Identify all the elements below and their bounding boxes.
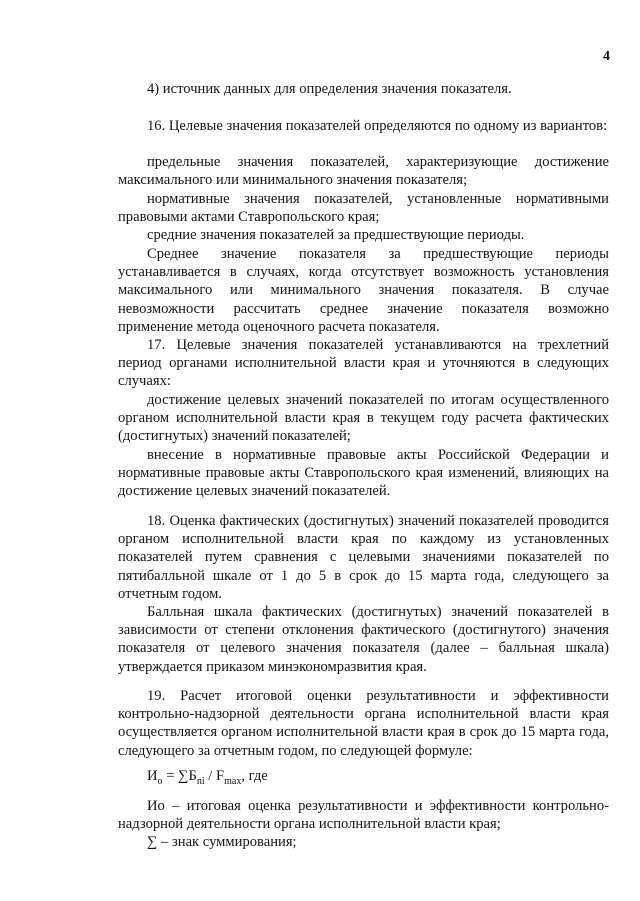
formula-lhs-subscript: о — [157, 775, 163, 787]
paragraph-18-scale: Балльная шкала фактических (достигнутых) значений показателей в зависимости от степени отклонения фактического (достигнутого) значения показателя от целевого значения показателя (далее – балльная шкала) утверждается приказом минэкономразвития края. — [118, 604, 609, 675]
paragraph-16-normative-values: нормативные значения показателей, установленные нормативными правовыми актами Ставропольского края; — [118, 191, 609, 226]
paragraph-19-calculation: 19. Расчет итоговой оценки результативности и эффективности контрольно-надзорной деятельности органа исполнительной власти края осуществляется органом исполнительной власти края в срок до 15 марта года, следующего за отчетным годом, по следующей формуле: — [118, 688, 609, 759]
formula-max-subscript: max — [224, 775, 242, 787]
formula-tail: , где — [241, 768, 268, 784]
paragraph-16-intro: 16. Целевые значения показателей определяются по одному из вариантов: — [147, 118, 608, 134]
paragraph-16-limit-values: предельные значения показателей, характеризующие достижение максимального или минимального значения показателя; — [118, 154, 609, 189]
paragraph-source-of-data: 4) источник данных для определения значения показателя. — [147, 81, 512, 97]
paragraph-final-score-definition: Ио – итоговая оценка результативности и эффективности контрольно-надзорной деятельности органа исполнительной власти края; — [118, 798, 609, 833]
formula-division: / F — [204, 768, 225, 784]
formula-lhs: И — [147, 768, 158, 784]
page-number: 4 — [603, 49, 610, 64]
formula — [147, 767, 268, 785]
paragraph-18-evaluation: 18. Оценка фактических (достигнутых) значений показателей проводится органом исполнительной власти края по каждому из установленных показателей путем сравнения с целевыми значениями показателей по пятибалльной шкале от 1 до 5 в срок до 15 марта года, следующего за отчетным годом. — [118, 513, 609, 602]
paragraph-16-average-values: средние значения показателей за предшествующие периоды. — [147, 227, 525, 243]
paragraph-17-amendments: внесение в нормативные правовые акты Российской Федерации и нормативные правовые акты Ставропольского края изменений, влияющих на достижение целевых значений показателей. — [118, 447, 609, 500]
formula-term-subscript: ni — [196, 775, 205, 787]
paragraph-16-average-explanation: Среднее значение показателя за предшествующие периоды устанавливается в случаях, когда отсутствует возможность установления максимального или минимального значения показателя. В случае невозможности рассчитать среднее значение показателя возможно применение метода оценочного расчета показателя. — [118, 246, 609, 335]
formula-equals-sum: = ∑Б — [162, 768, 197, 784]
paragraph-17-intro: 17. Целевые значения показателей устанавливаются на трехлетний период органами исполнительной власти края и уточняются в следующих случаях: — [118, 337, 609, 390]
paragraph-sum-sign-definition: ∑ – знак суммирования; — [147, 834, 297, 850]
paragraph-17-achievement: достижение целевых значений показателей по итогам осуществленного органом исполнительной власти края в текущем году расчета фактических (достигнутых) значений показателей; — [118, 392, 609, 445]
